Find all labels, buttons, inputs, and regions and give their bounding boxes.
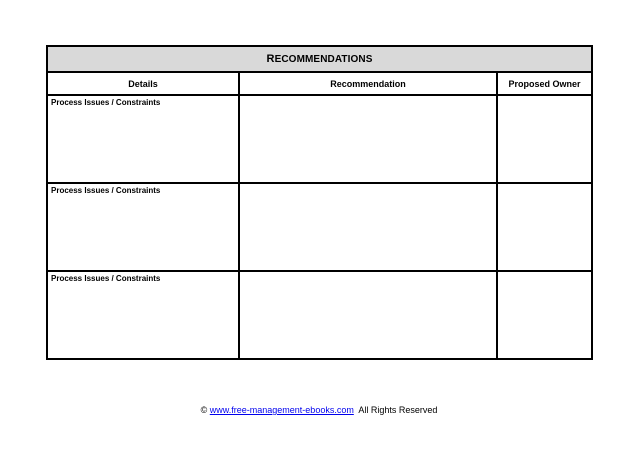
- row-label: Process Issues / Constraints: [51, 186, 161, 195]
- recommendation-cell[interactable]: [239, 183, 497, 271]
- recommendation-cell[interactable]: [239, 95, 497, 183]
- table-row: [47, 183, 592, 271]
- owner-cell[interactable]: [497, 183, 592, 271]
- owner-cell[interactable]: [497, 95, 592, 183]
- row-label: Process Issues / Constraints: [51, 274, 161, 283]
- row-label: Process Issues / Constraints: [51, 98, 161, 107]
- table-title: RECOMMENDATIONS: [47, 46, 592, 72]
- table-title-row: [47, 46, 592, 72]
- header-recommendation: Recommendation: [239, 72, 497, 95]
- header-proposed-owner: Proposed Owner: [497, 72, 592, 95]
- recommendations-table: [46, 45, 593, 360]
- details-cell: [47, 183, 239, 271]
- owner-cell[interactable]: [497, 271, 592, 359]
- website-link[interactable]: www.free-management-ebooks.com: [209, 405, 354, 415]
- footer: [0, 405, 638, 415]
- table-row: [47, 271, 592, 359]
- copyright-symbol: ©: [200, 405, 208, 415]
- table-row: [47, 95, 592, 183]
- table-header-row: [47, 72, 592, 95]
- details-cell: [47, 271, 239, 359]
- details-cell: [47, 95, 239, 183]
- recommendation-cell[interactable]: [239, 271, 497, 359]
- rights-text: All Rights Reserved: [358, 405, 438, 415]
- header-details: Details: [47, 72, 239, 95]
